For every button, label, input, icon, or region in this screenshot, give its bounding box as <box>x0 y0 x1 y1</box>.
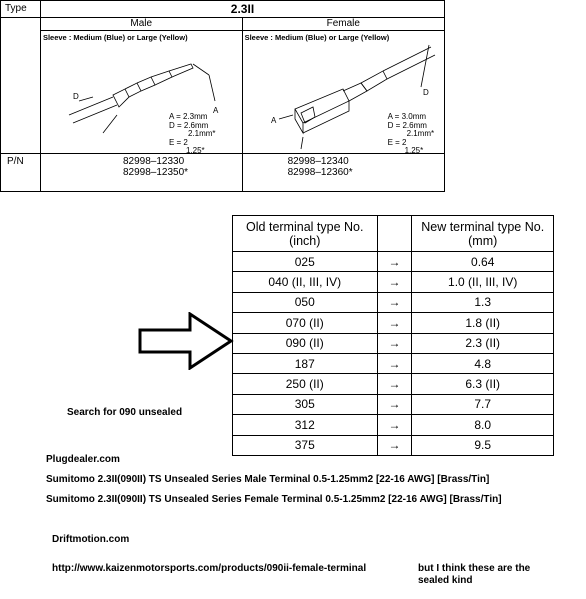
arrow-icon: → <box>377 333 412 353</box>
driftmotion-site: Driftmotion.com <box>52 534 130 545</box>
type-value: 2.3II <box>40 1 444 18</box>
female-terminal-listing: Sumitomo 2.3II(090II) TS Unsealed Series Female Terminal 0.5-1.25mm2 [22-16 AWG] [Brass/Tin] <box>46 494 502 505</box>
female-dimensions: A = 3.0mm D = 2.6mm 2.1mm* E = 2 1.25* <box>387 112 435 155</box>
type-label: Type <box>1 1 41 18</box>
table-row: 250 (II) → 6.3 (II) <box>233 374 554 394</box>
arrow-icon: → <box>377 252 412 272</box>
table-row: 070 (II) → 1.8 (II) <box>233 313 554 333</box>
arrow-icon: → <box>377 435 412 455</box>
arrow-icon: → <box>377 272 412 292</box>
pn-label: P/N <box>1 154 41 192</box>
new-type-header: New terminal type No. (mm) <box>412 216 554 252</box>
female-sleeve-note: Sleeve : Medium (Blue) or Large (Yellow) <box>244 33 390 42</box>
arrow-icon: → <box>377 394 412 414</box>
spec-blank-cell <box>1 18 41 154</box>
arrow-icon: → <box>377 353 412 373</box>
male-part-numbers: 82998–12330 82998–12350* <box>40 154 242 192</box>
female-terminal-drawing <box>242 31 444 154</box>
table-row: 025 → 0.64 <box>233 252 554 272</box>
male-label-d: D <box>72 92 79 101</box>
plugdealer-site: Plugdealer.com <box>46 454 120 465</box>
arrow-right-icon <box>138 312 234 370</box>
male-terminal-listing: Sumitomo 2.3II(090II) TS Unsealed Series Male Terminal 0.5-1.25mm2 [22-16 AWG] [Brass/Tin] <box>46 474 490 485</box>
table-row: 312 → 8.0 <box>233 415 554 435</box>
arrow-header-cell <box>377 216 412 252</box>
sealed-note: but I think these are the sealed kind <box>418 563 531 586</box>
terminal-conversion-table <box>232 215 554 456</box>
table-row: 050 → 1.3 <box>233 292 554 312</box>
terminal-spec-table <box>0 0 445 192</box>
male-dimensions: A = 2.3mm D = 2.6mm 2.1mm* E = 2 1.25* <box>168 112 216 155</box>
old-type-header: Old terminal type No. (inch) <box>233 216 378 252</box>
female-part-numbers: 82998–12340 82998–12360* <box>242 154 444 192</box>
table-row: 090 (II) → 2.3 (II) <box>233 333 554 353</box>
table-row: 040 (II, III, IV) → 1.0 (II, III, IV) <box>233 272 554 292</box>
male-label-a: A <box>212 106 219 115</box>
search-note: Search for 090 unsealed <box>67 407 183 418</box>
female-header: Female <box>242 18 444 31</box>
kaizen-url[interactable]: http://www.kaizenmotorsports.com/products/090ii-female-terminal <box>52 563 367 574</box>
arrow-icon: → <box>377 374 412 394</box>
table-row: 187 → 4.8 <box>233 353 554 373</box>
male-terminal-drawing <box>40 31 242 154</box>
arrow-icon: → <box>377 292 412 312</box>
arrow-icon: → <box>377 415 412 435</box>
male-sleeve-note: Sleeve : Medium (Blue) or Large (Yellow) <box>42 33 188 42</box>
female-label-d: D <box>422 88 429 97</box>
table-row: 305 → 7.7 <box>233 394 554 414</box>
female-label-a: A <box>270 116 276 125</box>
table-row: 375 → 9.5 <box>233 435 554 455</box>
arrow-icon: → <box>377 313 412 333</box>
male-header: Male <box>40 18 242 31</box>
